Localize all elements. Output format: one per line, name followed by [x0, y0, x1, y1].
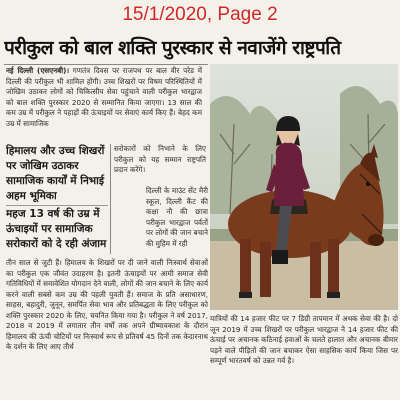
girl-on-horse-illustration [210, 64, 398, 310]
right-paragraph: यात्रियों की 14 हजार फीट पर 7 डिग्री तापमान में अथक सेवा की है। दो जून 2019 में उच्च शिखरों पर परीकुल भारद्वाज ने 14 हजार फीट की ऊंचाई पर अचानक कठिनाई हवाओं के चलते हालात और अचानक बीमार पड़ने वाले पीड़ितों की जान बचाकर ऐसा साहसिक कार्य किया जिस पर सम्पूर्ण भारतवर्ष को उन्नत गर्व है। [210, 314, 398, 365]
mid-paragraph-2: दिल्ली के माउंट सेंट मैरी स्कूल, दिल्ली कैंट की कक्षा नौ की छात्रा परीकुल भारद्वाज पर्वतों पर लोगों की जान बचाने की मुहिम में रही [146, 186, 208, 248]
intro-paragraph [6, 66, 202, 140]
headline: परीकुल को बाल शक्ति पुरस्कार से नवाजेंगे राष्ट्रपति [4, 37, 341, 59]
mid-paragraph-1: सरोकारों को निभाने के लिए परीकुल को यह सम्मान राष्ट्रपति प्रदान करेंगे। [114, 144, 206, 174]
intro-text: गणतंत्र दिवस पर राजपथ पर बाल वीर परेड में दिल्ली की परीकुल भी शामिल होंगी। उच्च शिखरों पर विषम परिस्थितियों में जोखिम उठाकर लोगों को चिकित्सीय सेवा पहुंचाने वाली परीकुल भारद्वाज को बाल शक्ति पुरस्कार 2020 से सम्मानित किया जाएगा। 13 साल की कम उम्र में परीकुल ने पहाड़ों की ऊंचाइयों पर सेवाएं कार्य किए हैं। बेहद कम उम्र में सामाजिक [6, 66, 202, 128]
headline-rule [4, 64, 208, 65]
news-photo [210, 64, 398, 310]
dateline: 15/1/2020, Page 2 [122, 4, 278, 25]
pull-quote-2: महज 13 वर्ष की उम्र में ऊंचाइयों पर सामाजिक सरोकारों को दे रही अंजाम [6, 208, 107, 250]
column-divider [110, 144, 111, 254]
pull-quote-1: हिमालय और उच्च शिखरों पर जोखिम उठाकर सामाजिक कार्यों में निभाई अहम भूमिका [6, 144, 108, 206]
dateline-place: नई दिल्ली (एसएनबी)। [6, 66, 70, 75]
body-paragraph: तीन साल से जुटी हैं। हिमालय के शिखरों पर दी जाने वाली निःस्वार्थ सेवाओं का परीकुल एक जीवंत उदाहरण है। इतनी ऊंचाइयों पर आमी समाज सेवी गतिविधियों में समावेशित योगदान देने वाली, लोगों की जान बचाने के लिए कार्य करने वाली सबसे कम उम्र की पहली युवती हैं। समाज के प्रति असाधारण, साहस, बहादुरी, जुनून, समर्पित सेवा भाव और प्रतिबद्धता के लिए परीकुल को शक्ति पुरस्कार 2020 के लिए, चयनित किया गया है। परीकुल ने वर्ष 2017, 2018 व 2019 में लगातार तीन वर्षों तक अपने ग्रीष्मावकाश के दौरान हिमालय की ऊंची चोटियों पर निःस्वार्थ रूप से प्रतिवर्ष 45 दिनों तक केदारनाथ के दर्शन के लिए आए तीर्थ [6, 258, 208, 351]
